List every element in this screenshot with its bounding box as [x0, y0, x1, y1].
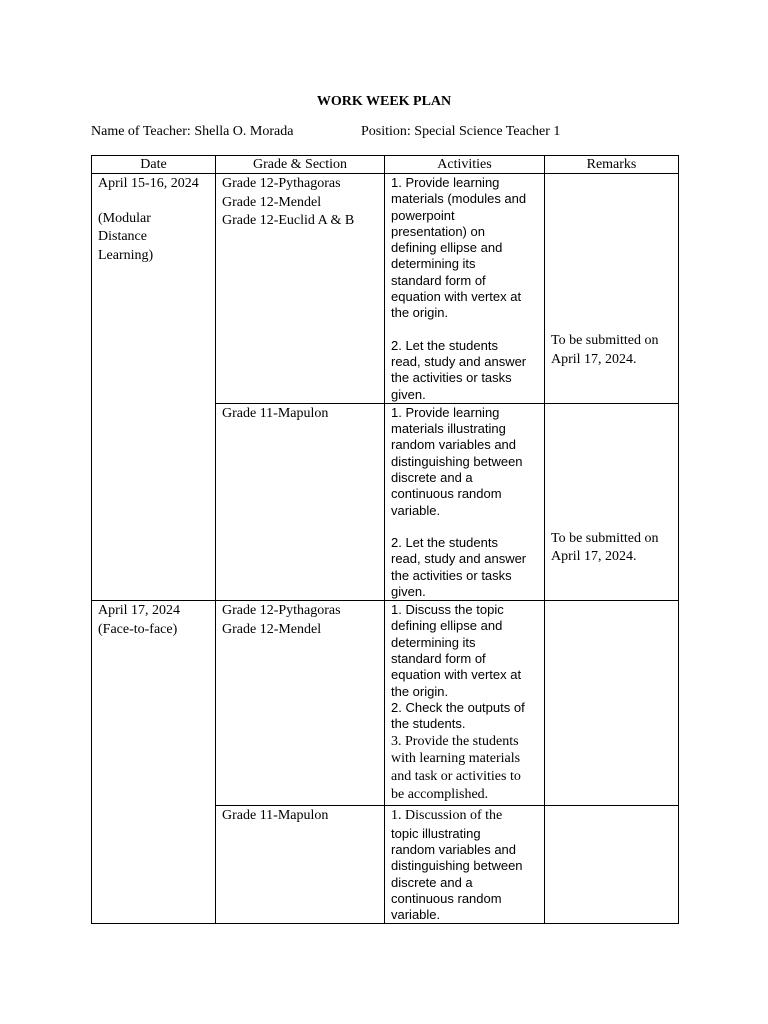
section-cell — [216, 174, 385, 404]
header-activities: Activities — [385, 156, 545, 174]
activity-line: distinguishing between — [391, 858, 523, 874]
activity-line: standard form of — [391, 651, 486, 667]
activity-line: 1. Discussion of the — [391, 808, 503, 824]
remark-text — [551, 332, 659, 369]
section-line: Grade 11-Mapulon — [222, 405, 329, 421]
remark-line: April 17, 2024. — [551, 351, 637, 367]
activities-cell — [385, 174, 545, 404]
section-cell — [216, 806, 385, 924]
teacher-name: Name of Teacher: Shella O. Morada — [91, 124, 294, 139]
remarks-cell — [545, 806, 679, 924]
activity-line: standard form of — [391, 272, 486, 288]
teacher-position: Position: Special Science Teacher 1 — [361, 124, 561, 139]
activities-cell — [385, 601, 545, 806]
remarks-cell — [545, 601, 679, 806]
activity-line: 2. Check the outputs of — [391, 699, 525, 715]
date-line: April 17, 2024 — [98, 603, 181, 619]
activity-line: defining ellipse and — [391, 240, 503, 256]
date-cell — [92, 601, 216, 924]
activity-line: and task or activities to — [391, 769, 521, 785]
remarks-cell — [545, 174, 679, 404]
activity-line: random variables and — [391, 841, 517, 857]
mode-line: (Modular — [98, 210, 151, 226]
activity-line: variable. — [391, 502, 441, 518]
section-line: Grade 12-Mendel — [222, 621, 322, 637]
activity-line: given. — [391, 386, 426, 402]
activity-line: materials illustrating — [391, 421, 506, 437]
section-cell — [216, 601, 385, 806]
header-grade-section: Grade & Section — [216, 156, 385, 174]
activity-line: the students. — [391, 716, 466, 732]
mode-line: Learning) — [98, 247, 154, 263]
table-header-row — [92, 156, 679, 174]
activity-line: 2. Let the students — [391, 534, 498, 550]
activity-line: variable. — [391, 907, 441, 923]
date-text: April 15-16, 2024 — [98, 176, 199, 191]
activity-line: with learning materials — [391, 751, 521, 767]
activity-line: presentation) on — [391, 223, 485, 239]
document-title: WORK WEEK PLAN — [316, 94, 452, 109]
activity-line: the origin. — [391, 683, 449, 699]
activity-line: continuous random — [391, 890, 502, 906]
activity-line: 1. Provide learning — [391, 404, 500, 420]
section-line: Grade 12-Pythagoras — [222, 603, 341, 619]
activity-line: 2. Let the students — [391, 337, 498, 353]
header-date: Date — [92, 156, 216, 174]
date-line: (Face-to-face) — [98, 621, 178, 637]
section-line: Grade 11-Mapulon — [222, 808, 329, 824]
activity-line: 3. Provide the students — [391, 733, 519, 749]
activity-line: continuous random — [391, 486, 502, 502]
activities-cell — [385, 806, 545, 924]
activity-line: equation with vertex at — [391, 667, 522, 683]
activity-line: the origin. — [391, 305, 449, 321]
activity-line: random variables and — [391, 437, 517, 453]
activity-line: the activities or tasks — [391, 567, 512, 583]
activity-line: powerpoint — [391, 207, 455, 223]
table-row — [92, 174, 679, 404]
activity-line: distinguishing between — [391, 453, 523, 469]
remark-line: April 17, 2024. — [551, 549, 637, 565]
activity-line: the activities or tasks — [391, 370, 512, 386]
activity-line: read, study and answer — [391, 551, 527, 567]
remark-text — [551, 530, 659, 567]
section-line: Grade 12-Mendel — [222, 194, 322, 210]
activity-line: given. — [391, 583, 426, 599]
activity-line: determining its — [391, 634, 476, 650]
table-row — [92, 601, 679, 806]
activity-line: determining its — [391, 256, 476, 272]
activity-line: defining ellipse and — [391, 618, 503, 634]
activity-line: topic illustrating — [391, 825, 481, 841]
remark-line: To be submitted on — [551, 333, 659, 348]
work-plan-table — [91, 155, 679, 924]
activity-line: 1. Discuss the topic — [391, 602, 504, 618]
activity-line: materials (modules and — [391, 191, 527, 207]
remark-line: To be submitted on — [551, 530, 659, 546]
mode-line: Distance — [98, 229, 147, 244]
section-cell — [216, 403, 385, 600]
activity-line: be accomplished. — [391, 786, 489, 802]
header-remarks: Remarks — [545, 156, 679, 174]
section-line: Grade 12-Euclid A & B — [222, 213, 355, 228]
activity-line: read, study and answer — [391, 353, 527, 369]
section-line: Grade 12-Pythagoras — [222, 176, 341, 191]
remarks-cell — [545, 403, 679, 600]
activity-line: equation with vertex at — [391, 289, 522, 305]
activity-line: 1. Provide learning — [391, 175, 500, 190]
date-cell — [92, 174, 216, 601]
activities-cell — [385, 403, 545, 600]
activity-line: discrete and a — [391, 874, 473, 890]
activity-line: discrete and a — [391, 470, 473, 486]
